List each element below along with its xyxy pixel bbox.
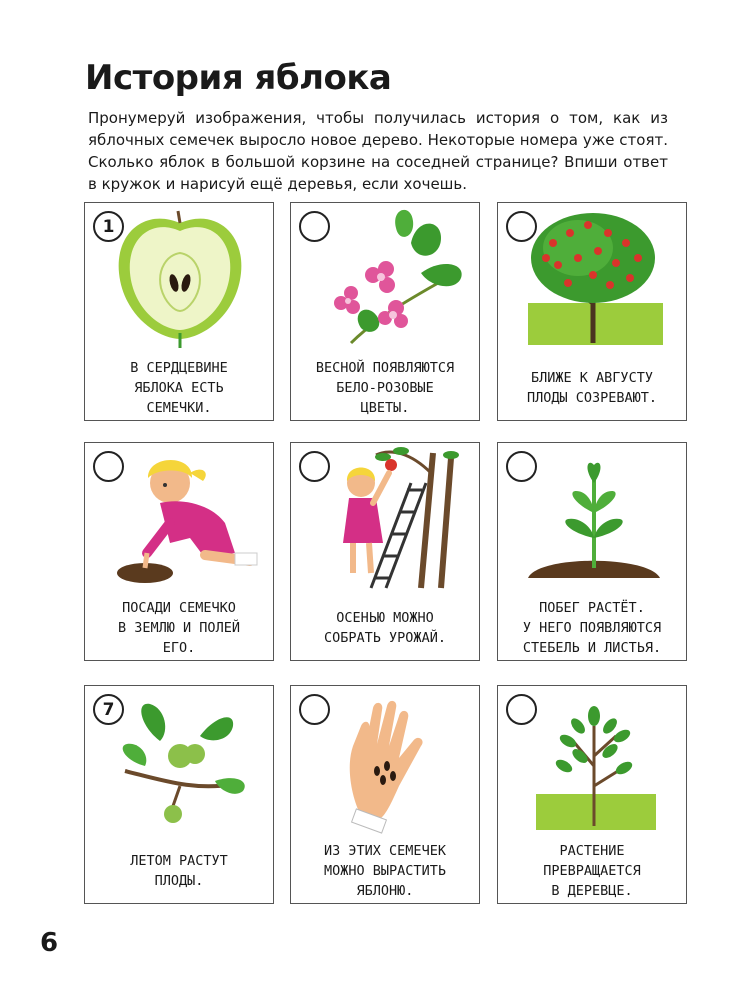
card-caption: БЛИЖЕ К АВГУСТУ ПЛОДЫ СОЗРЕВАЮТ.: [526, 370, 658, 406]
card-caption: ВЕСНОЙ ПОЯВЛЯЮТСЯ БЕЛО-РОЗОВЫЕ ЦВЕТЫ.: [315, 360, 455, 416]
story-card: [290, 685, 480, 904]
order-number-circle[interactable]: [299, 211, 330, 242]
story-card: [84, 442, 274, 661]
order-number-circle[interactable]: [506, 694, 537, 725]
order-number-circle[interactable]: [93, 451, 124, 482]
story-card: [497, 442, 687, 661]
story-card: [290, 442, 480, 661]
intro-text: Пронумеруй изображения, чтобы получилась история о том, как из яблочных семечек выросло новое дерево. Некоторые номера уже стоят. Сколько яблок в большой корзине на соседней странице? Впиши ответ в кружок и нарисуй ещё деревья, если хочешь.: [88, 109, 668, 193]
story-card: [84, 685, 274, 904]
card-caption: РАСТЕНИЕ ПРЕВРАЩАЕТСЯ В ДЕРЕВЦЕ.: [543, 843, 641, 899]
card-caption: ПОБЕГ РАСТЁТ. У НЕГО ПОЯВЛЯЮТСЯ СТЕБЕЛЬ И ЛИСТЬЯ.: [522, 600, 662, 656]
card-caption: ИЗ ЭТИХ СЕМЕЧЕК МОЖНО ВЫРАСТИТЬ ЯБЛОНЮ.: [324, 843, 446, 899]
story-card: [84, 202, 274, 421]
card-caption: ЛЕТОМ РАСТУТ ПЛОДЫ.: [130, 853, 228, 889]
order-number-circle[interactable]: 1: [93, 211, 124, 242]
order-number-circle[interactable]: [506, 211, 537, 242]
story-card: [497, 202, 687, 421]
order-number-circle[interactable]: [299, 451, 330, 482]
card-caption: ПОСАДИ СЕМЕЧКО В ЗЕМЛЮ И ПОЛЕЙ ЕГО.: [118, 600, 240, 656]
card-caption: В СЕРДЦЕВИНЕ ЯБЛОКА ЕСТЬ СЕМЕЧКИ.: [130, 360, 228, 416]
page-number: 6: [40, 928, 59, 958]
order-number-circle[interactable]: [506, 451, 537, 482]
order-number-circle[interactable]: 7: [93, 694, 124, 725]
story-card: [290, 202, 480, 421]
card-caption: ОСЕНЬЮ МОЖНО СОБРАТЬ УРОЖАЙ.: [324, 610, 446, 646]
page-title: История яблока: [85, 58, 392, 98]
order-number-circle[interactable]: [299, 694, 330, 725]
story-card: [497, 685, 687, 904]
